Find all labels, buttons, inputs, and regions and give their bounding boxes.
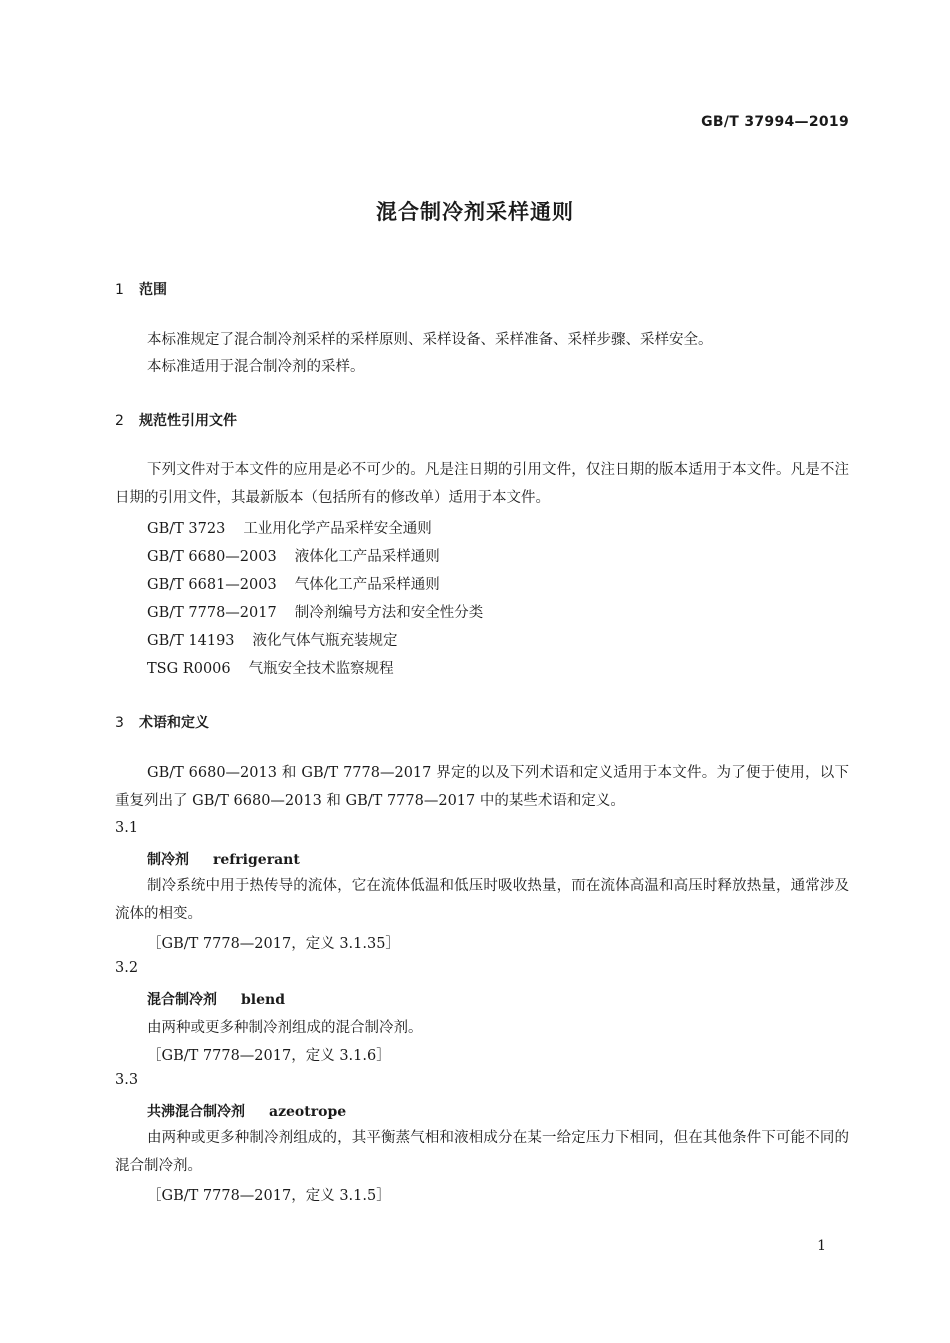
term-definition: 由两种或更多种制冷剂组成的混合制冷剂。 — [147, 1020, 423, 1036]
term-number: 3.3 — [115, 1072, 139, 1088]
term-chinese: 共沸混合制冷剂 — [147, 1104, 245, 1120]
reference-code: GB/T 6680—2003 — [147, 549, 277, 565]
section-2-title: 规范性引用文件 — [139, 413, 237, 429]
term-english: blend — [241, 992, 285, 1008]
term-definition: 制冷系统中用于热传导的流体，它在流体低温和低压时吸收热量，而在流体高温和高压时释放热量，通常涉及流体的相变。 — [115, 878, 849, 922]
section-1-heading — [115, 279, 167, 299]
section-3-intro: GB/T 6680—2013 和 GB/T 7778—2017 界定的以及下列术语和定义适用于本文件。为了便于使用，以下重复列出了 GB/T 6680—2013 和 GB/T 7778—2017 中的某些术语和定义。 — [115, 765, 849, 809]
reference-code: TSG R0006 — [147, 661, 231, 677]
document-code: GB/T 37994—2019 — [701, 114, 849, 130]
reference-item — [147, 517, 432, 538]
reference-code: GB/T 7778—2017 — [147, 605, 277, 621]
reference-code: GB/T 14193 — [147, 633, 235, 649]
reference-title: 气体化工产品采样通则 — [294, 577, 440, 593]
reference-title: 液体化工产品采样通则 — [294, 549, 440, 565]
section-3-number: 3 — [115, 715, 124, 731]
page-number: 1 — [817, 1238, 826, 1254]
reference-item — [147, 545, 440, 566]
section-2-number: 2 — [115, 413, 124, 429]
section-1-paragraph-2: 本标准适用于混合制冷剂的采样。 — [147, 359, 365, 375]
reference-item — [147, 601, 483, 622]
reference-item — [147, 573, 440, 594]
reference-title: 制冷剂编号方法和安全性分类 — [294, 605, 484, 621]
term-source: ［GB/T 7778—2017，定义 3.1.6］ — [147, 1048, 391, 1064]
term-number: 3.2 — [115, 960, 139, 976]
section-2-intro: 下列文件对于本文件的应用是必不可少的。凡是注日期的引用文件，仅注日期的版本适用于本文件。凡是不注日期的引用文件，其最新版本（包括所有的修改单）适用于本文件。 — [115, 462, 849, 506]
section-1-number: 1 — [115, 282, 124, 298]
section-1-title: 范围 — [139, 282, 167, 298]
term-number: 3.1 — [115, 820, 139, 836]
term-source: ［GB/T 7778—2017，定义 3.1.5］ — [147, 1188, 391, 1204]
page-title: 混合制冷剂采样通则 — [376, 200, 574, 224]
reference-item — [147, 657, 394, 678]
reference-item — [147, 629, 398, 650]
term-heading — [147, 1101, 346, 1121]
term-english: refrigerant — [213, 852, 300, 868]
reference-title: 工业用化学产品采样安全通则 — [243, 521, 432, 537]
reference-code: GB/T 3723 — [147, 521, 226, 537]
term-source: ［GB/T 7778—2017，定义 3.1.35］ — [147, 936, 400, 952]
section-2-heading — [115, 410, 237, 430]
term-chinese: 制冷剂 — [147, 852, 189, 868]
reference-title: 气瓶安全技术监察规程 — [248, 661, 394, 677]
term-definition: 由两种或更多种制冷剂组成的，其平衡蒸气相和液相成分在某一给定压力下相同，但在其他条件下可能不同的混合制冷剂。 — [115, 1130, 849, 1174]
reference-title: 液化气体气瓶充装规定 — [252, 633, 398, 649]
term-chinese: 混合制冷剂 — [147, 992, 217, 1008]
term-heading — [147, 849, 300, 869]
section-3-heading — [115, 712, 209, 732]
term-heading — [147, 989, 285, 1009]
reference-code: GB/T 6681—2003 — [147, 577, 277, 593]
section-1-paragraph-1: 本标准规定了混合制冷剂采样的采样原则、采样设备、采样准备、采样步骤、采样安全。 — [147, 332, 713, 348]
term-english: azeotrope — [269, 1104, 347, 1120]
section-3-title: 术语和定义 — [139, 715, 209, 731]
